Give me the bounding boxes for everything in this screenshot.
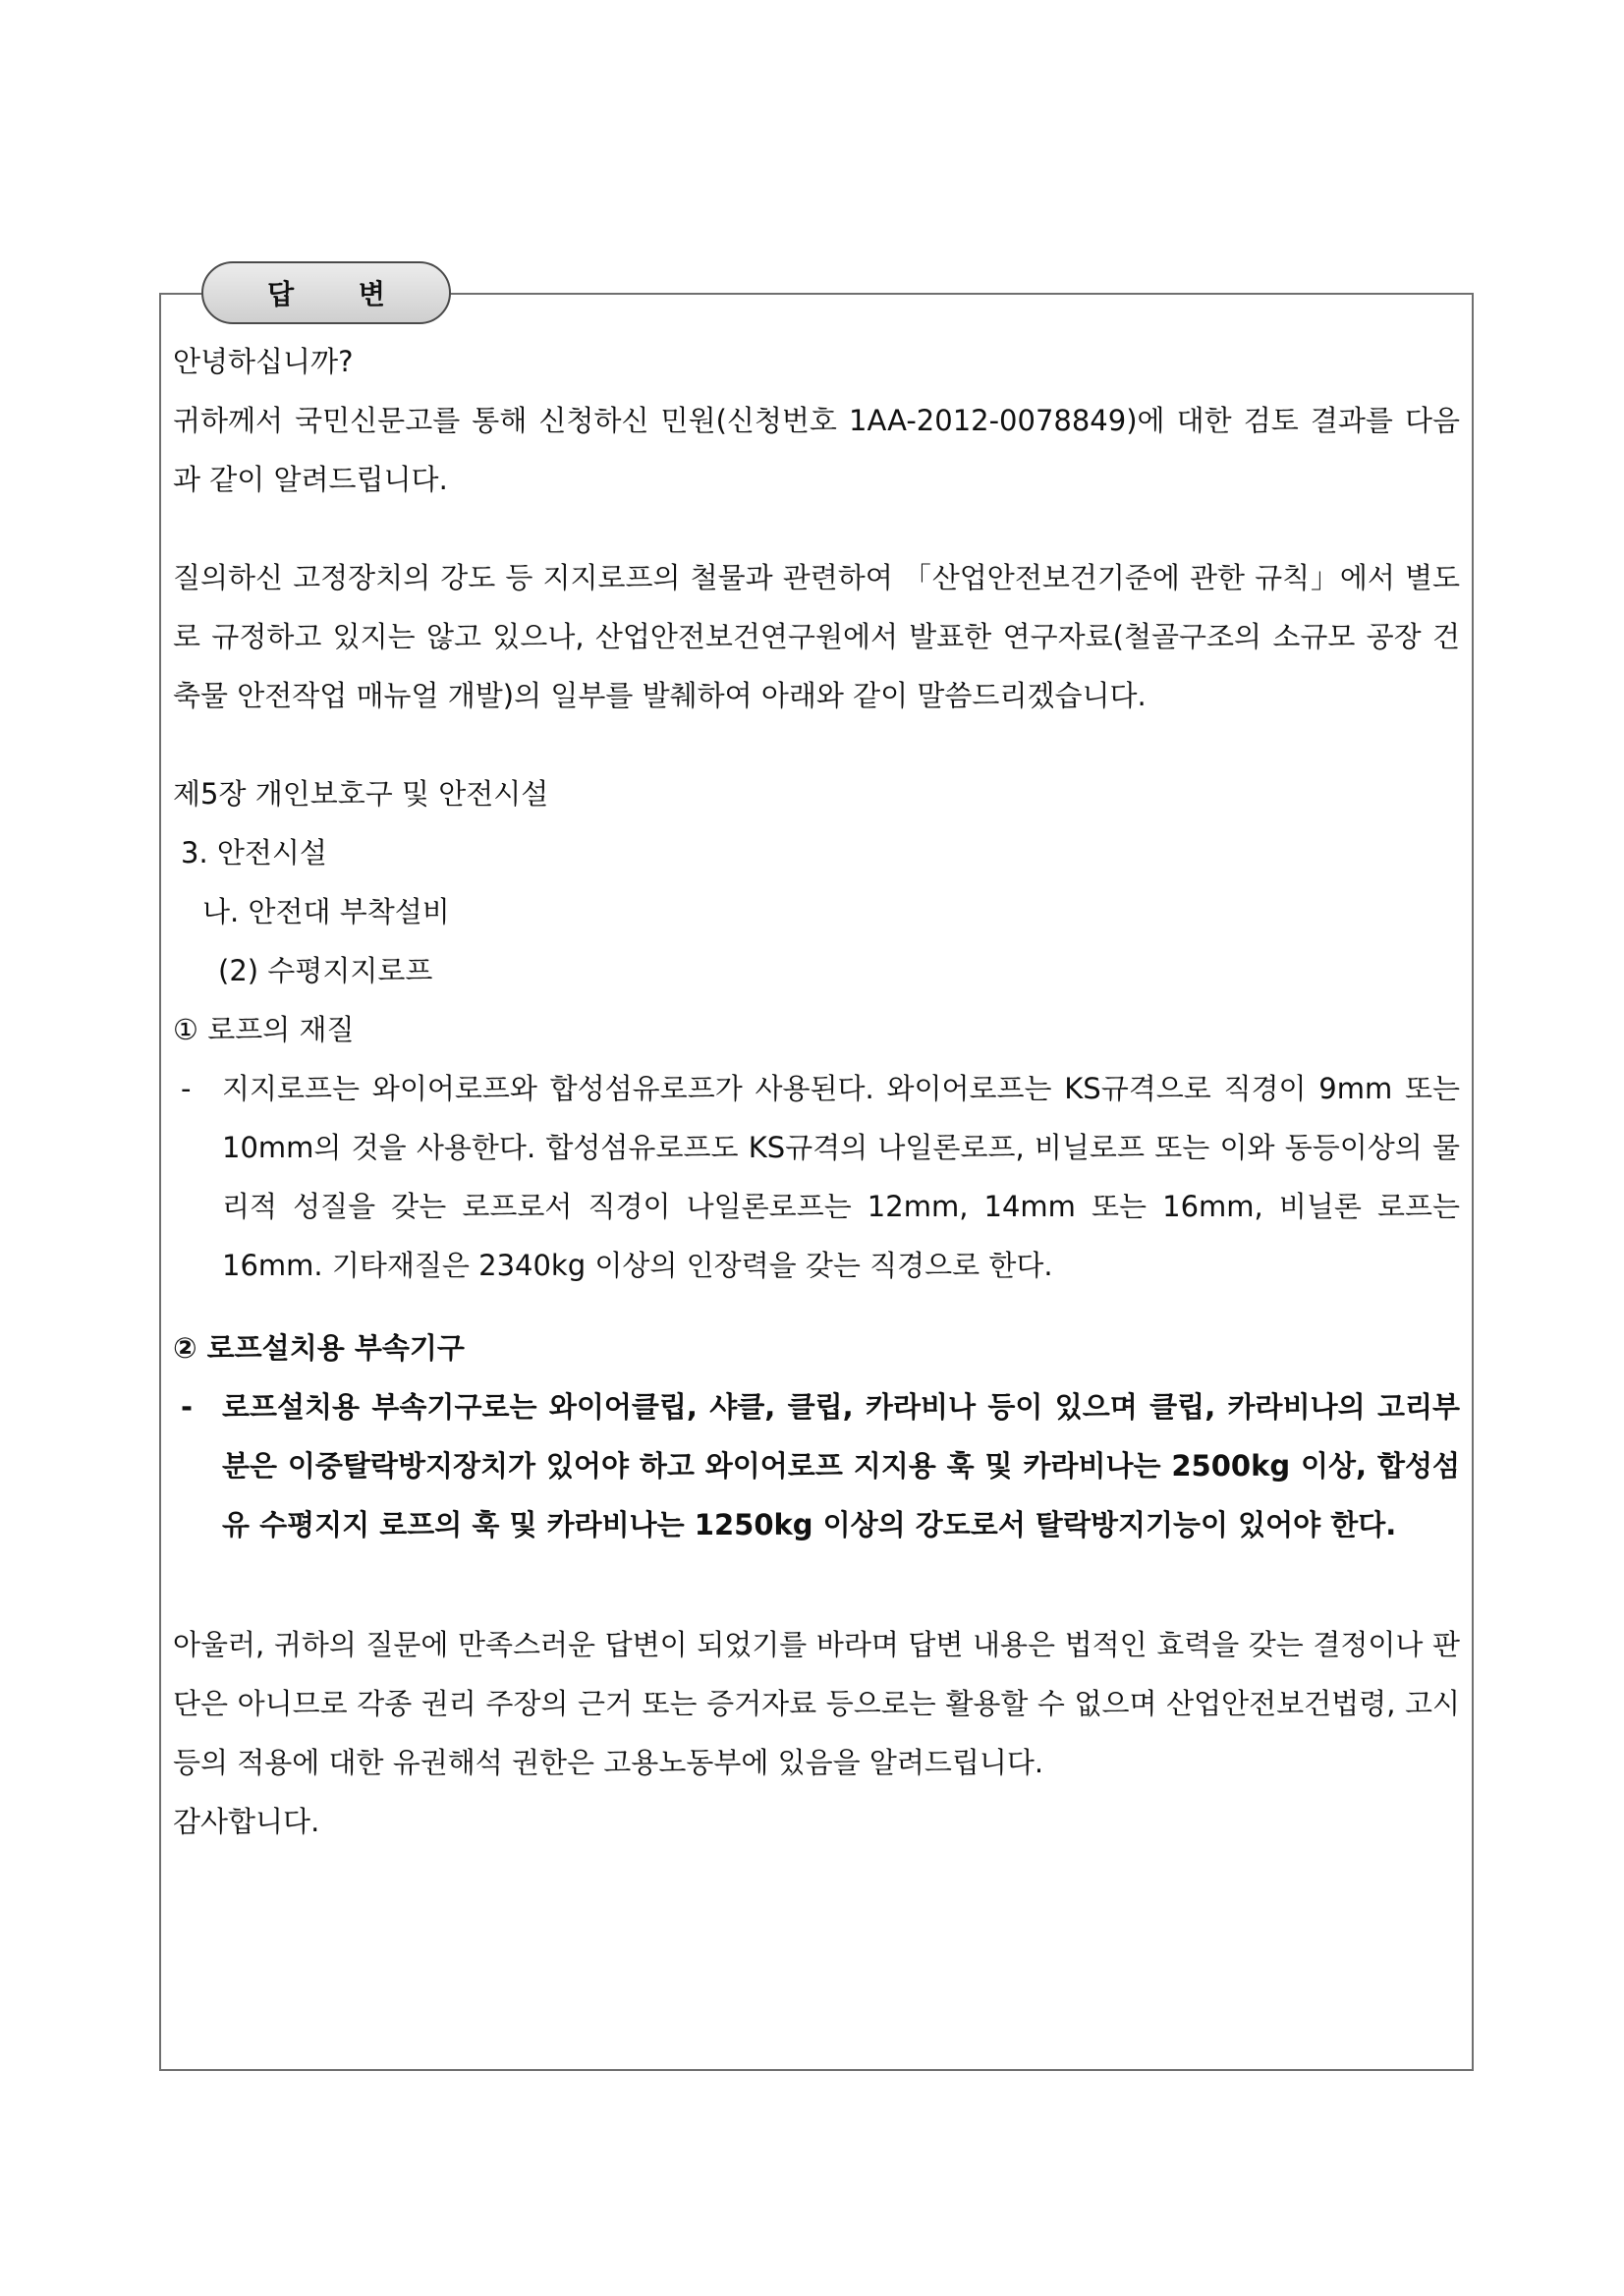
dash-marker: - [181, 1390, 194, 1424]
spacer [173, 1295, 1460, 1318]
chapter-heading: 제5장 개인보호구 및 안전시설 [173, 777, 549, 811]
point2-text: 로프설치용 부속기구로는 와이어클립, 샤클, 클립, 카라비나 등이 있으며 클립, 카라비나의 고리부분은 이중탈락방지장치가 있어야 하고 와이어로프 지지용 훅 및 카라비나는 2500kg 이상, 합성섬유 수평지지 로프의 훅 및 카라비나는 1250kg 이상의 강도로서 탈락방지기능이 있어야 한다. [222, 1390, 1460, 1541]
spacer [173, 1554, 1460, 1615]
spacer [173, 725, 1460, 764]
intro-paragraph: 귀하께서 국민신문고를 통해 신청하신 민원(신청번호 1AA-2012-0078849)에 대한 검토 결과를 다음과 같이 알려드립니다. [173, 404, 1460, 496]
answer-title-tab: 답 변 [201, 261, 451, 324]
point2-heading: ② 로프설치용 부속기구 [173, 1331, 465, 1365]
dash-marker: - [181, 1072, 192, 1105]
subsection-heading: 나. 안전대 부착설비 [202, 895, 450, 928]
spacer [173, 509, 1460, 548]
point2-item [173, 1377, 1460, 1554]
thanks-line: 감사합니다. [173, 1805, 320, 1838]
point1-heading: ① 로프의 재질 [173, 1013, 355, 1046]
answer-content [173, 332, 1460, 1851]
section-heading: 3. 안전시설 [181, 836, 327, 869]
greeting: 안녕하십니까? [173, 345, 354, 378]
point1-item [173, 1059, 1460, 1295]
point1-text: 지지로프는 와이어로프와 합성섬유로프가 사용된다. 와이어로프는 KS규격으로 직경이 9mm 또는 10mm의 것을 사용한다. 합성섬유로프도 KS규격의 나일론로프, 비닐로프 또는 이와 동등이상의 물리적 성질을 갖는 로프로서 직경이 나일론로프는 12mm, 14mm 또는 16mm, 비닐론 로프는 16mm. 기타재질은 2340kg 이상의 인장력을 갖는 직경으로 한다. [222, 1072, 1460, 1282]
item-heading: (2) 수평지지로프 [218, 954, 433, 987]
inquiry-paragraph: 질의하신 고정장치의 강도 등 지지로프의 철물과 관련하여 「산업안전보건기준에 관한 규칙」에서 별도로 규정하고 있지는 않고 있으나, 산업안전보건연구원에서 발표한 연구자료(철골구조의 소규모 공장 건축물 안전작업 매뉴얼 개발)의 일부를 발췌하여 아래와 같이 말씀드리겠습니다. [173, 561, 1460, 712]
closing-paragraph: 아울러, 귀하의 질문에 만족스러운 답변이 되었기를 바라며 답변 내용은 법적인 효력을 갖는 결정이나 판단은 아니므로 각종 권리 주장의 근거 또는 증거자료 등으로는 활용할 수 없으며 산업안전보건법령, 고시 등의 적용에 대한 유권해석 권한은 고용노동부에 있음을 알려드립니다. [173, 1628, 1460, 1779]
